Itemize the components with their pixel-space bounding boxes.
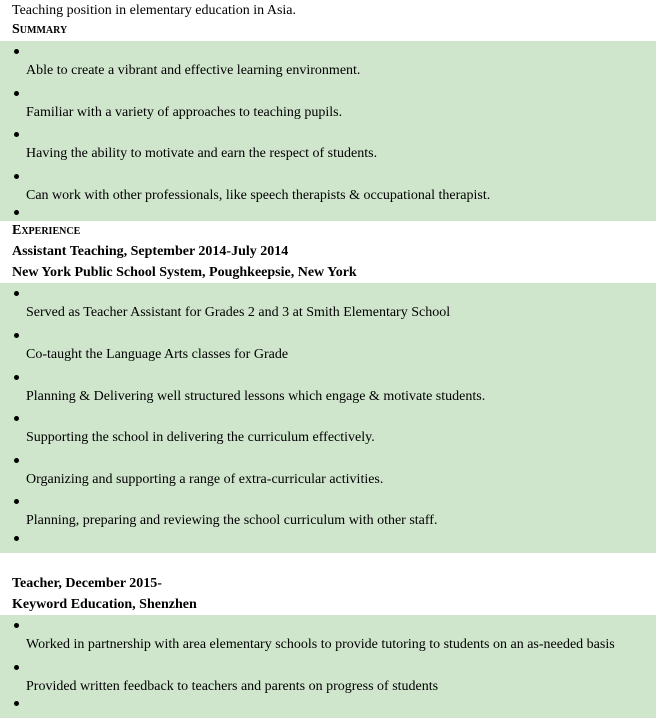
job-bullet — [0, 283, 656, 325]
job-bullet-text: Organizing and supporting a range of extra-curricular activities. — [26, 471, 384, 487]
job-bullet-text: Supporting the school in delivering the curriculum effectively. — [26, 430, 375, 446]
job-bullet-text: Planning & Delivering well structured lessons which engage & motivate students. — [26, 388, 486, 404]
bullet-dot-icon — [14, 416, 19, 421]
summary-heading: Summary — [12, 22, 68, 37]
job-bullet-text: Provided written feedback to teachers and parents on progress of students — [26, 678, 439, 694]
summary-bullet-text: Able to create a vibrant and effective learning environment. — [26, 63, 361, 78]
empty-bullet — [0, 207, 656, 221]
job-bullet — [0, 367, 656, 409]
section-spacer — [0, 553, 662, 573]
bullet-dot-icon — [14, 132, 19, 137]
job-bullet — [0, 615, 656, 657]
summary-bullet — [0, 166, 656, 208]
bullet-dot-icon — [14, 623, 19, 628]
job-bullet-text: Planning, preparing and reviewing the school curriculum with other staff. — [26, 513, 438, 529]
job-bullet-text: Co-taught the Language Arts classes for Grade — [26, 346, 289, 362]
job-1-bullets — [0, 283, 656, 533]
bullet-dot-icon — [14, 174, 19, 179]
bullet-dot-icon — [14, 701, 19, 706]
job-1-bullets-block — [0, 283, 656, 553]
job-bullet — [0, 325, 656, 367]
summary-bullet-text: Can work with other professionals, like speech therapists & occupational therapist. — [26, 187, 491, 203]
job-bullet — [0, 450, 656, 492]
job-2-bullets — [0, 615, 656, 698]
bullet-dot-icon — [14, 333, 19, 338]
summary-bullet — [0, 83, 656, 125]
job-2-header-block — [0, 573, 662, 615]
job-bullet — [0, 657, 656, 699]
summary-list-block — [0, 41, 656, 221]
objective-block — [0, 0, 662, 41]
empty-bullet — [0, 533, 656, 553]
bullet-dot-icon — [14, 665, 19, 670]
bullet-dot-icon — [14, 375, 19, 380]
job-employer: New York Public School System, Poughkeepsie, New York — [12, 265, 357, 281]
bullet-dot-icon — [14, 499, 19, 504]
empty-bullet — [0, 698, 656, 712]
summary-bullet — [0, 41, 656, 83]
job-bullet — [0, 491, 656, 533]
summary-bullets — [0, 41, 656, 207]
job-bullet-text: Served as Teacher Assistant for Grades 2 and 3 at Smith Elementary School — [26, 305, 451, 321]
bullet-dot-icon — [14, 291, 19, 296]
job-title: Teacher, December 2015- — [12, 575, 162, 591]
experience-heading: Experience — [12, 223, 81, 239]
bullet-dot-icon — [14, 210, 19, 215]
job-2-bullets-block — [0, 615, 656, 718]
job-bullet-text: Worked in partnership with area elementary schools to provide tutoring to students on an as-needed basis — [26, 636, 615, 652]
bullet-dot-icon — [14, 49, 19, 54]
experience-header-block — [0, 221, 662, 283]
bullet-dot-icon — [14, 536, 19, 541]
summary-bullet — [0, 124, 656, 166]
summary-bullet-text: Having the ability to motivate and earn the respect of students. — [26, 146, 378, 162]
objective-text: Teaching position in elementary education in Asia. — [12, 3, 296, 18]
bullet-dot-icon — [14, 458, 19, 463]
job-employer: Keyword Education, Shenzhen — [12, 596, 197, 612]
bullet-dot-icon — [14, 91, 19, 96]
job-title: Assistant Teaching, September 2014-July 2014 — [12, 244, 289, 260]
summary-bullet-text: Familiar with a variety of approaches to teaching pupils. — [26, 104, 343, 120]
job-bullet — [0, 408, 656, 450]
